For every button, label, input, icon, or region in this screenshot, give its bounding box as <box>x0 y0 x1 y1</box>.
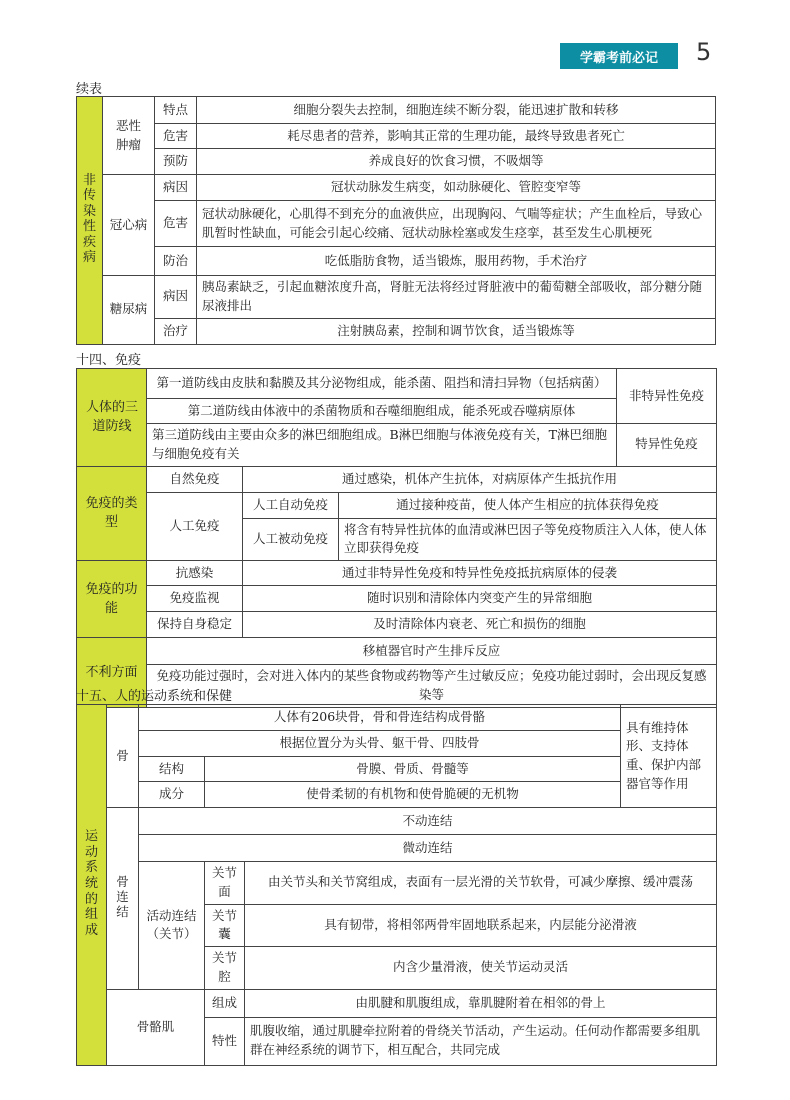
joint-cavity-value: 内含少量滑液，使关节运动灵活 <box>245 947 717 990</box>
disease-group-cell: 非传染性疾病 <box>77 97 103 345</box>
diabetes-name: 糖尿病 <box>103 276 155 345</box>
bone-composition-key: 成分 <box>139 782 205 808</box>
slightly-movable-joint: 微动连结 <box>139 835 717 862</box>
first-defense-line: 第一道防线由皮肤和黏膜及其分泌物组成，能杀菌、阻挡和清扫异物（包括病菌） <box>147 369 617 399</box>
bone-label: 骨 <box>107 705 139 808</box>
row-value: 通过非特异性免疫和特异性免疫抵抗病原体的侵袭 <box>243 561 717 586</box>
skeletal-muscle-label: 骨骼肌 <box>107 989 205 1065</box>
joint-surface-key: 关节面 <box>205 862 245 905</box>
immunity-functions-label: 免疫的功能 <box>77 561 147 638</box>
active-immunity-desc: 通过接种疫苗，使人体产生相应的抗体获得免疫 <box>339 492 717 518</box>
bone-classification: 根据位置分为头骨、躯干骨、四肢骨 <box>139 731 621 757</box>
row-key: 防治 <box>155 247 197 276</box>
joint-label: 骨连结 <box>107 808 139 990</box>
passive-immunity-desc: 将含有特异性抗体的血清或淋巴因子等免疫物质注入人体，使人体立即获得免疫 <box>339 518 717 561</box>
row-key: 抗感染 <box>147 561 243 586</box>
row-value: 冠状动脉硬化，心肌得不到充分的血液供应，出现胸闷、气喘等症状；产生血栓后，导致心肌暂时性缺血，可能会引起心绞痛、冠状动脉栓塞或发生痉挛，甚至发生心肌梗死 <box>197 201 716 247</box>
row-key: 特点 <box>155 97 197 124</box>
artificial-immunity: 人工免疫 <box>147 492 243 561</box>
heart-disease-name: 冠心病 <box>103 175 155 276</box>
joint-cavity-key: 关节腔 <box>205 947 245 990</box>
row-key: 危害 <box>155 201 197 247</box>
defense-lines-label: 人体的三道防线 <box>77 369 147 467</box>
passive-immunity: 人工被动免疫 <box>243 518 339 561</box>
row-key: 病因 <box>155 276 197 319</box>
row-key: 预防 <box>155 149 197 175</box>
bone-structure-key: 结构 <box>139 757 205 782</box>
natural-immunity: 自然免疫 <box>147 466 243 492</box>
immunity-table <box>76 368 717 708</box>
nonspecific-immunity: 非特异性免疫 <box>617 369 717 424</box>
adverse-rejection: 移植器官时产生排斥反应 <box>147 638 717 665</box>
joint-capsule-value: 具有韧带，将相邻两骨牢固地联系起来，内层能分泌滑液 <box>245 904 717 947</box>
section-title-motor-system: 十五、人的运动系统和保健 <box>76 689 233 704</box>
row-value: 胰岛素缺乏，引起血糖浓度升高，肾脏无法将经过肾脏液中的葡萄糖全部吸收，部分糖分随尿液排出 <box>197 276 716 319</box>
row-value: 注射胰岛素，控制和调节饮食，适当锻炼等 <box>197 318 716 344</box>
immunity-types-label: 免疫的类型 <box>77 466 147 561</box>
row-key: 病因 <box>155 175 197 201</box>
continued-label: 续表 <box>76 82 103 97</box>
section-badge: 学霸考前必记 <box>560 43 678 69</box>
row-value: 养成良好的饮食习惯，不吸烟等 <box>197 149 716 175</box>
bone-count: 人体有206块骨，骨和骨连结构成骨骼 <box>139 705 621 731</box>
muscle-composition-key: 组成 <box>205 989 245 1017</box>
row-key: 保持自身稳定 <box>147 612 243 638</box>
row-key: 治疗 <box>155 318 197 344</box>
bone-structure-value: 骨膜、骨质、骨髓等 <box>205 757 621 782</box>
natural-immunity-desc: 通过感染，机体产生抗体，对病原体产生抵抗作用 <box>243 466 717 492</box>
motor-system-table <box>76 704 717 1066</box>
muscle-property-key: 特性 <box>205 1017 245 1065</box>
row-key: 危害 <box>155 124 197 149</box>
joint-capsule-key: 关节囊 <box>205 904 245 947</box>
third-defense-line: 第三道防线由主要由众多的淋巴细胞组成。B淋巴细胞与体液免疫有关，T淋巴细胞与细胞免疫有关 <box>147 424 617 467</box>
specific-immunity: 特异性免疫 <box>617 424 717 467</box>
adverse-label: 不利方面 <box>77 638 147 708</box>
tumor-name: 恶性肿瘤 <box>103 97 155 175</box>
row-value: 耗尽患者的营养，影响其正常的生理功能，最终导致患者死亡 <box>197 124 716 149</box>
bone-composition-value: 使骨柔韧的有机物和使骨脆硬的无机物 <box>205 782 621 808</box>
row-value: 吃低脂肪食物，适当锻炼，服用药物，手术治疗 <box>197 247 716 276</box>
row-key: 免疫监视 <box>147 586 243 612</box>
row-value: 随时识别和清除体内突变产生的异常细胞 <box>243 586 717 612</box>
joint-surface-value: 由关节头和关节窝组成，表面有一层光滑的关节软骨，可减少摩擦、缓冲震荡 <box>245 862 717 905</box>
second-defense-line: 第二道防线由体液中的杀菌物质和吞噬细胞组成，能杀死或吞噬病原体 <box>147 399 617 424</box>
page-number: 5 <box>696 38 712 66</box>
motor-system-group-cell: 运动系统的组成 <box>77 705 107 1066</box>
immovable-joint: 不动连结 <box>139 808 717 835</box>
adverse-allergy: 免疫功能过强时，会对进入体内的某些食物或药物等产生过敏反应；免疫功能过弱时，会出现反复感染等 <box>147 665 717 708</box>
row-value: 及时清除体内衰老、死亡和损伤的细胞 <box>243 612 717 638</box>
row-value: 细胞分裂失去控制，细胞连续不断分裂，能迅速扩散和转移 <box>197 97 716 124</box>
muscle-property-value: 肌腹收缩，通过肌腱牵拉附着的骨绕关节活动，产生运动。任何动作都需要多组肌群在神经系统的调节下，相互配合，共同完成 <box>245 1017 717 1065</box>
bone-function: 具有维持体形、支持体重、保护内部器官等作用 <box>621 705 717 808</box>
active-immunity: 人工自动免疫 <box>243 492 339 518</box>
disease-table <box>76 96 716 345</box>
movable-joint: 活动连结（关节） <box>139 862 205 990</box>
row-value: 冠状动脉发生病变，如动脉硬化、管腔变窄等 <box>197 175 716 201</box>
section-title-immunity: 十四、免疫 <box>76 353 142 368</box>
muscle-composition-value: 由肌腱和肌腹组成，靠肌腱附着在相邻的骨上 <box>245 989 717 1017</box>
